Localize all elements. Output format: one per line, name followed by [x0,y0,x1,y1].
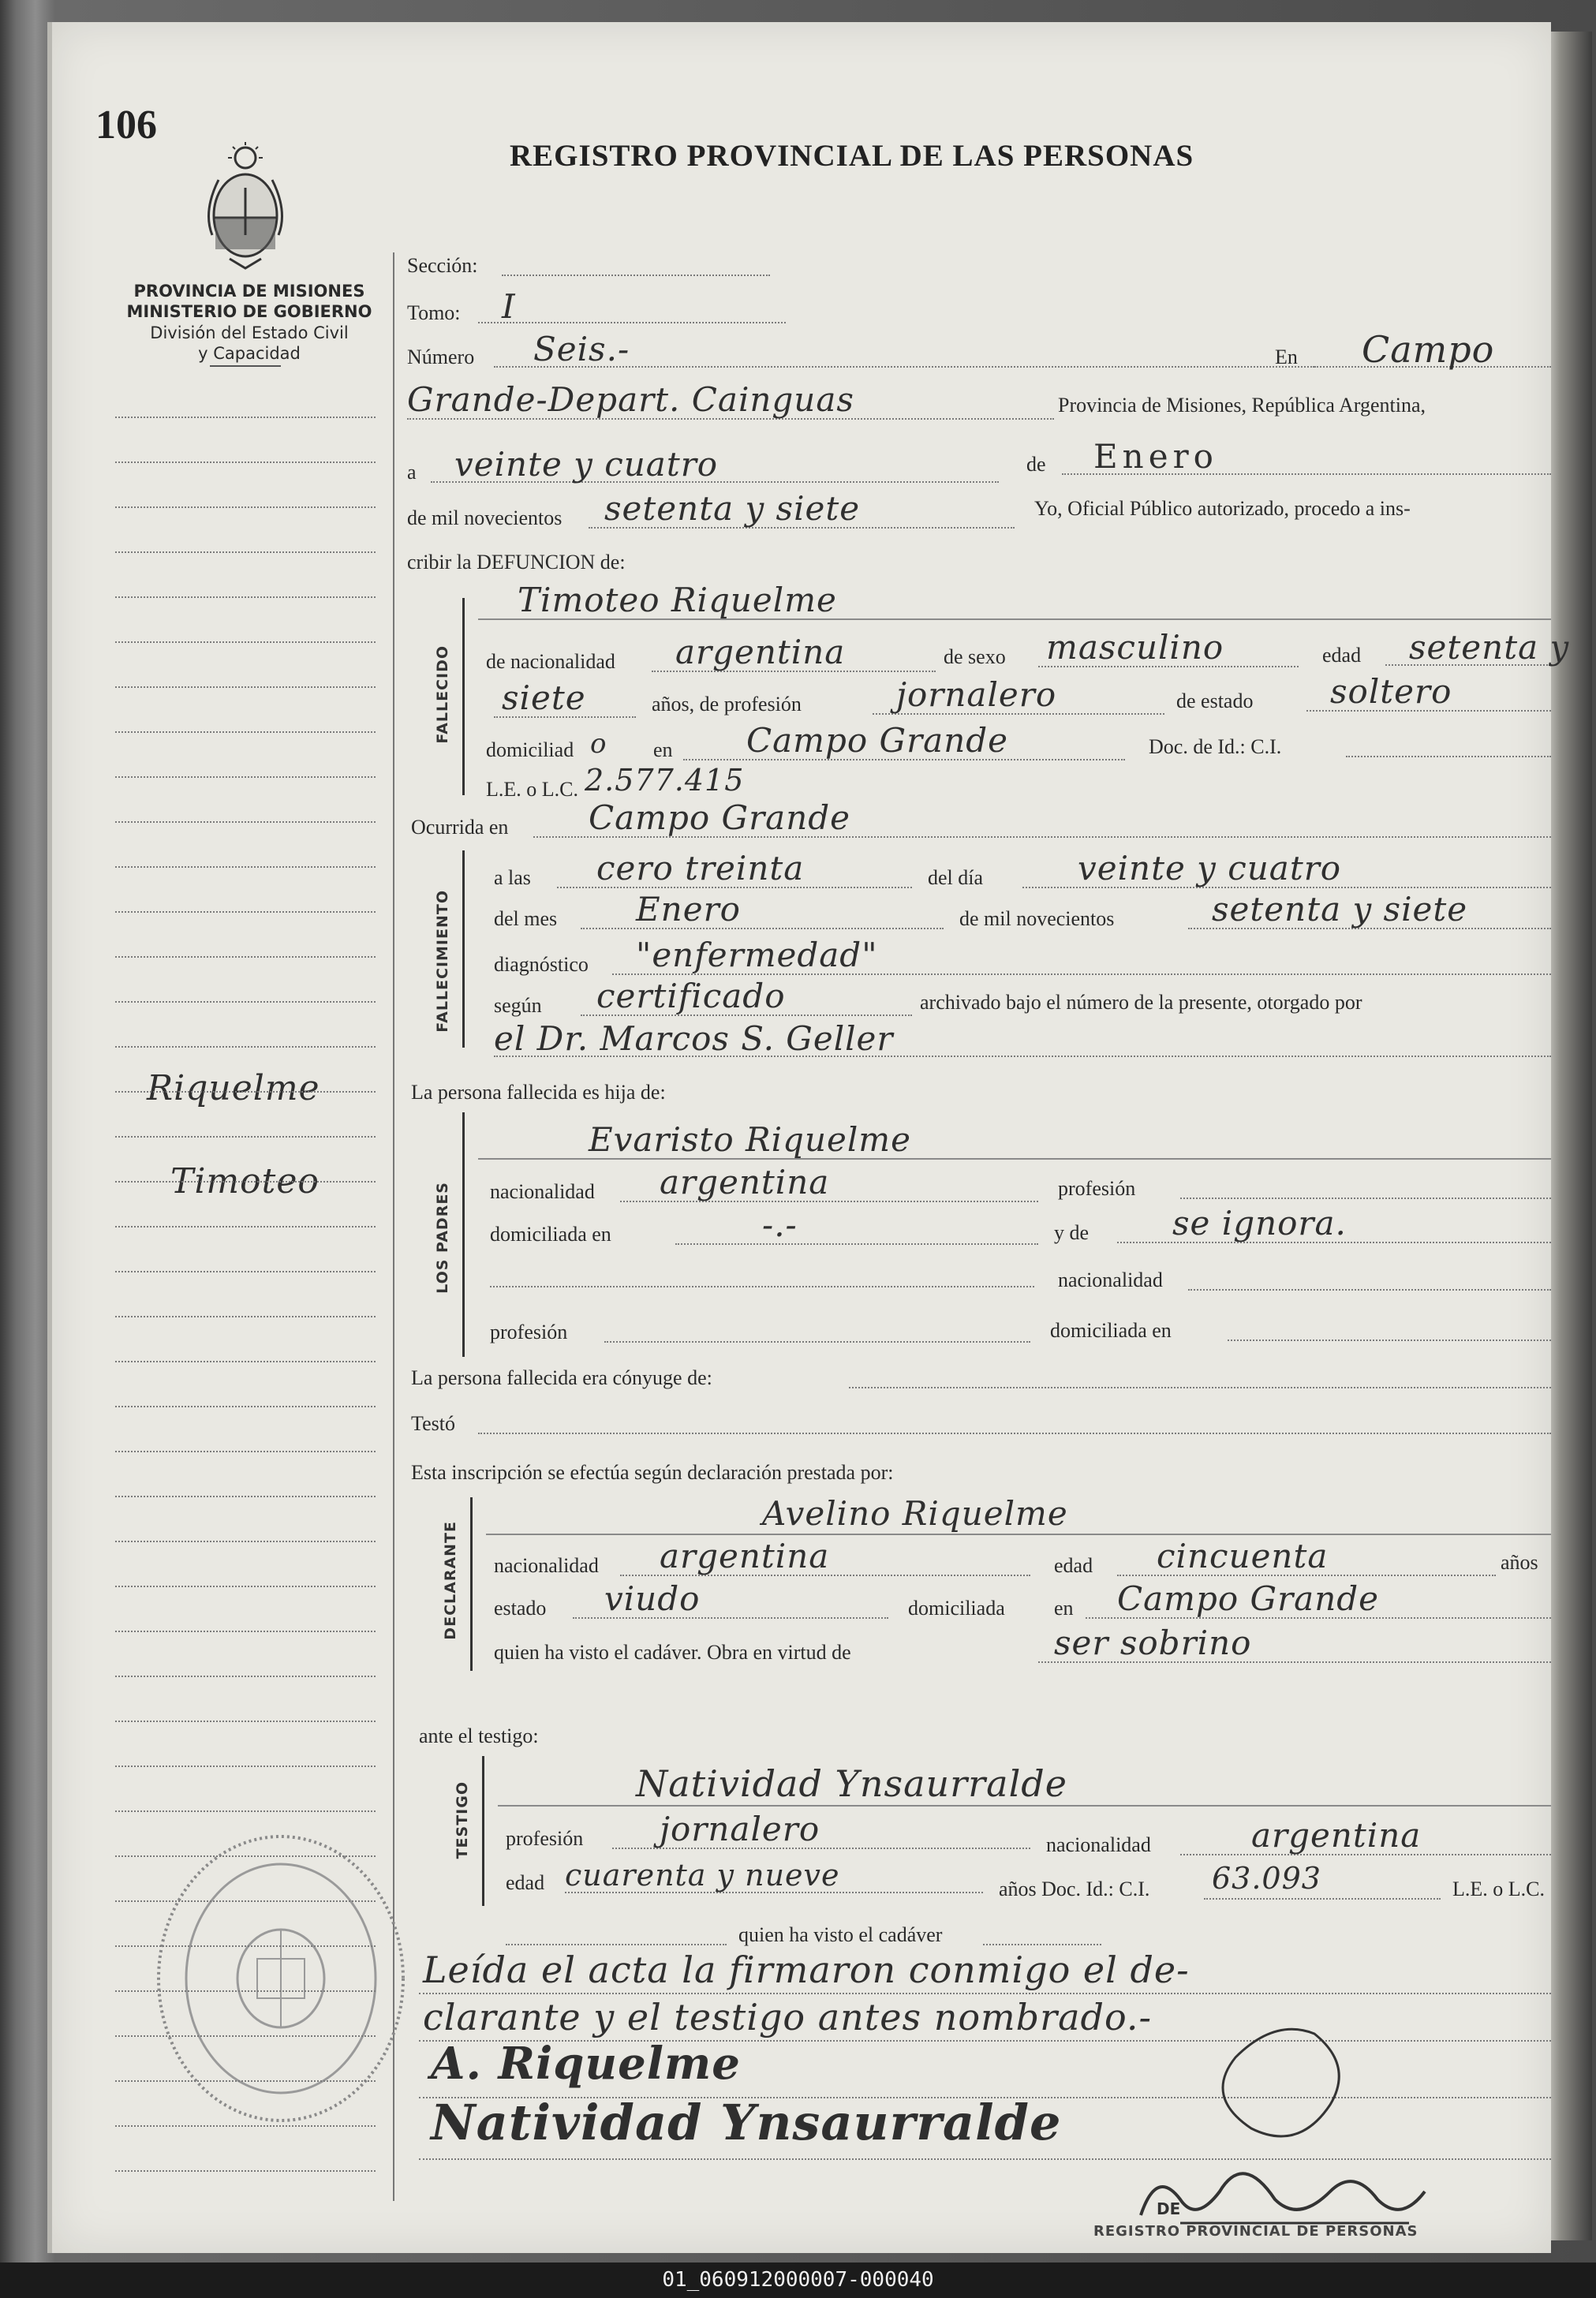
a-las-label: a las [494,866,531,889]
edad-value: setenta y [1409,628,1570,667]
del-dia-value: veinte y cuatro [1078,849,1342,887]
testo-line [478,1433,1551,1434]
t-nacionalidad-label: nacionalidad [1046,1833,1151,1856]
padres-side-label: LOS PADRES [434,1182,451,1294]
seccion-label: Sección: [407,254,478,277]
numero-value: Seis.- [533,330,630,368]
d-en-label: en [1054,1597,1074,1620]
padre-domicilio-value: -.- [762,1205,798,1244]
medico-value: el Dr. Marcos S. Geller [494,1019,894,1058]
del-mes-value: Enero [636,890,741,929]
margin-rule [115,1810,376,1812]
d-nacionalidad-label: nacionalidad [494,1554,599,1577]
hija-de-label: La persona fallecida es hija de: [411,1081,666,1104]
margin-rule [115,686,376,688]
margin-rule [115,1181,376,1183]
declarante-value: Avelino Riquelme [762,1494,1068,1533]
nacionalidad-label: de nacionalidad [486,650,615,673]
margin-rule [115,551,376,553]
margin-rule [115,2080,376,2082]
margin-rule [115,1990,376,1992]
nacionalidad-value: argentina [675,633,846,671]
nombre-value: Timoteo Riquelme [518,581,837,619]
padre-nacionalidad-label: nacionalidad [490,1180,595,1203]
t-ci-line [1204,1898,1441,1900]
madre-nacionalidad-line [1188,1289,1551,1291]
margin-rule [115,1900,376,1902]
en-label: En [1275,346,1298,368]
margin-rule [115,1406,376,1407]
margin-rule [115,1136,376,1138]
edad-label: edad [1322,644,1362,667]
de-mil-label: de mil novecientos [407,506,563,529]
sexo-value: masculino [1046,628,1224,667]
testo-label: Testó [411,1412,455,1435]
margin-rule [115,1001,376,1003]
page-number: 106 [95,103,157,148]
d-estado-label: estado [494,1597,547,1620]
seccion-line [502,275,770,276]
declarante-bracket [470,1497,473,1671]
t-profesion-label: profesión [506,1827,584,1850]
sexo-label: de sexo [944,645,1006,668]
tomo-value: I [502,287,516,326]
padres-bracket [462,1112,465,1357]
edad-cont-value: siete [502,678,586,717]
document-page [47,22,1570,2253]
margin-rule [115,641,376,643]
t-le-lc-label: L.E. o L.C. [1452,1878,1545,1900]
signature-testigo: Natividad Ynsaurralde [431,2094,1062,2151]
declarante-side-label: DECLARANTE [442,1521,459,1640]
doc-id-line [1346,756,1551,757]
margin-rule [115,1361,376,1362]
conyuge-line [849,1387,1551,1388]
margin-rule [115,1676,376,1677]
closing-line-1: Leída el acta la firmaron conmigo el de- [423,1949,1190,1991]
d-quien-label: quien ha visto el cadáver. Obra en virtud de [494,1641,851,1664]
d-estado-value: viudo [604,1579,701,1618]
ocurrida-label: Ocurrida en [411,816,509,839]
padre-profesion-line [1180,1198,1551,1199]
stamp-bottom-line2: REGISTRO PROVINCIAL DE PERSONAS [1093,2223,1418,2240]
margin-rule [115,596,376,598]
ministry-line: MINISTERIO DE GOBIERNO [126,302,372,322]
profesion-value: jornalero [896,675,1057,714]
tomo-label: Tomo: [407,301,461,324]
estado-label: de estado [1176,689,1254,712]
estado-value: soltero [1330,672,1452,711]
le-lc-label: L.E. o L.C. [486,778,578,801]
inscripcion-label: Esta inscripción se efectúa según declaración prestada por: [411,1461,894,1484]
madre-profesion-line [604,1341,1030,1343]
diagnostico-label: diagnóstico [494,953,589,976]
margin-rule [115,1316,376,1317]
margin-rule [115,1766,376,1767]
fallecido-bracket [462,598,465,795]
y-de-label: y de [1054,1221,1090,1244]
a-label: a [407,461,417,484]
d-nacionalidad-value: argentina [660,1537,830,1575]
ante-testigo-label: ante el testigo: [419,1724,539,1747]
provincia-label: Provincia de Misiones, República Argentina, [1058,394,1426,417]
t-edad-label: edad [506,1871,545,1894]
margin-rule [115,1855,376,1857]
margin-rule [115,1091,376,1093]
cribir-label: cribir la DEFUNCION de: [407,551,626,574]
domiciliad-suffix: o [590,728,607,760]
d-domicilio-value: Campo Grande [1117,1579,1379,1618]
domicilio-value: Campo Grande [746,721,1008,760]
t-edad-value: cuarenta y nueve [565,1858,840,1893]
numero-label: Número [407,346,475,368]
margin-rule [115,956,376,958]
testigo-value: Natividad Ynsaurralde [636,1762,1067,1805]
doc-id-label: Doc. de Id.: C.I. [1149,735,1282,758]
footer-bar: 01_060912000007-000040 [0,2263,1596,2298]
official-seal [151,1829,411,2128]
d-domiciliada-label: domiciliada [908,1597,1005,1620]
margin-rule [115,1541,376,1542]
padre-value: Evaristo Riquelme [589,1120,911,1159]
fallecimiento-side-label: FALLECIMIENTO [434,890,451,1033]
margin-rule [115,2125,376,2127]
d-anos-label: años [1501,1551,1538,1574]
margin-rule [115,417,376,418]
signature-declarante: A. Riquelme [431,2038,741,2090]
t-anos-doc-label: años Doc. Id.: C.I. [999,1878,1150,1900]
margin-rule [115,1046,376,1048]
segun-value: certificado [596,977,786,1015]
diagnostico-value: "enfermedad" [636,936,878,974]
margin-rule [115,776,376,778]
division-line: División del Estado Civil [150,323,349,342]
margin-rule [115,821,376,823]
t-quien-label: quien ha visto el cadáver [738,1923,943,1946]
page-title: REGISTRO PROVINCIAL DE LAS PERSONAS [510,139,1194,173]
del-mes-line [581,928,944,929]
margin-rule [115,2035,376,2037]
t-quien-line-left [506,1944,727,1945]
t-quien-line-right [983,1944,1101,1945]
capacity-line: y Capacidad [198,343,301,363]
margin-rule [115,731,376,733]
margin-rule [115,1271,376,1272]
margin-rule [115,2170,376,2172]
domiciliad-label: domiciliad [486,738,574,761]
margin-rule [115,1631,376,1632]
margin-note-firstname: Timoteo [170,1161,320,1201]
t-ci-value: 63.093 [1212,1861,1321,1896]
segun-label: según [494,994,542,1017]
coat-of-arms-icon [198,140,293,275]
padre-domiciliada-label: domiciliada en [490,1223,611,1246]
a-las-value: cero treinta [596,849,805,887]
dia-value: veinte y cuatro [454,445,719,484]
t-nacionalidad-value: argentina [1251,1816,1422,1855]
province-header [115,281,383,364]
d-obra-value: ser sobrino [1054,1624,1252,1662]
margin-rule [115,1721,376,1722]
mes-value: Enero [1093,437,1218,476]
tomo-line [478,322,786,323]
closing-line-1-rule [419,1993,1551,1994]
margin-rule [115,1451,376,1452]
stamp-bottom-line1: DE [1157,2199,1181,2218]
yo-oficial-label: Yo, Oficial Público autorizado, procedo a ins- [1034,497,1411,520]
closing-line-2: clarante y el testigo antes nombrado.- [423,1996,1152,2038]
de-mil2-label: de mil novecientos [959,907,1115,930]
page-edge [1546,32,1592,2240]
d-edad-label: edad [1054,1554,1093,1577]
archivado-label: archivado bajo el número de la presente, otorgado por [920,991,1362,1014]
anio-value: setenta y siete [604,489,861,528]
madre-nacionalidad-label: nacionalidad [1058,1269,1163,1291]
le-lc-value: 2.577.415 [585,763,745,798]
testigo-bracket [482,1756,484,1906]
padre-profesion-label: profesión [1058,1177,1136,1200]
margin-rule [115,506,376,508]
d-edad-value: cincuenta [1157,1537,1329,1575]
anos-profesion-label: años, de profesión [652,693,802,716]
margin-rule [115,1226,376,1227]
margin-rule [115,866,376,868]
en-value: Campo [1362,328,1495,371]
madre-domicilio-line [1228,1340,1551,1341]
ocurrida-value: Campo Grande [589,798,850,837]
de-label: de [1026,453,1046,476]
margin-rule [115,1496,376,1497]
madre-profesion-label: profesión [490,1321,568,1343]
capacity-underline [210,365,281,367]
conyuge-label: La persona fallecida era cónyuge de: [411,1366,712,1389]
margin-rule [115,461,376,463]
padre-nacionalidad-value: argentina [660,1163,830,1201]
testigo-side-label: TESTIGO [454,1781,471,1859]
padre-domicilio-line [675,1243,1038,1245]
t-profesion-value: jornalero [660,1810,820,1848]
declarante-line [486,1534,1551,1535]
official-signature [1093,2010,1472,2247]
del-dia-label: del día [928,866,984,889]
province-line: PROVINCIA DE MISIONES [133,282,365,301]
fallecimiento-bracket [462,850,465,1048]
anio2-value: setenta y siete [1212,890,1468,929]
madre-cont-line [490,1286,1034,1287]
margin-rule [115,1945,376,1947]
madre-value: se ignora. [1172,1204,1347,1242]
testigo-line [498,1805,1551,1807]
madre-domiciliada-label: domiciliada en [1050,1319,1172,1342]
fallecido-side-label: FALLECIDO [434,645,451,744]
domicilio-en-label: en [653,738,673,761]
margin-rule [115,1586,376,1587]
margin-rule [115,911,376,913]
del-mes-label: del mes [494,907,558,930]
margin-note-surname: Riquelme [147,1068,320,1108]
lugar-value: Grande-Depart. Cainguas [407,380,854,419]
